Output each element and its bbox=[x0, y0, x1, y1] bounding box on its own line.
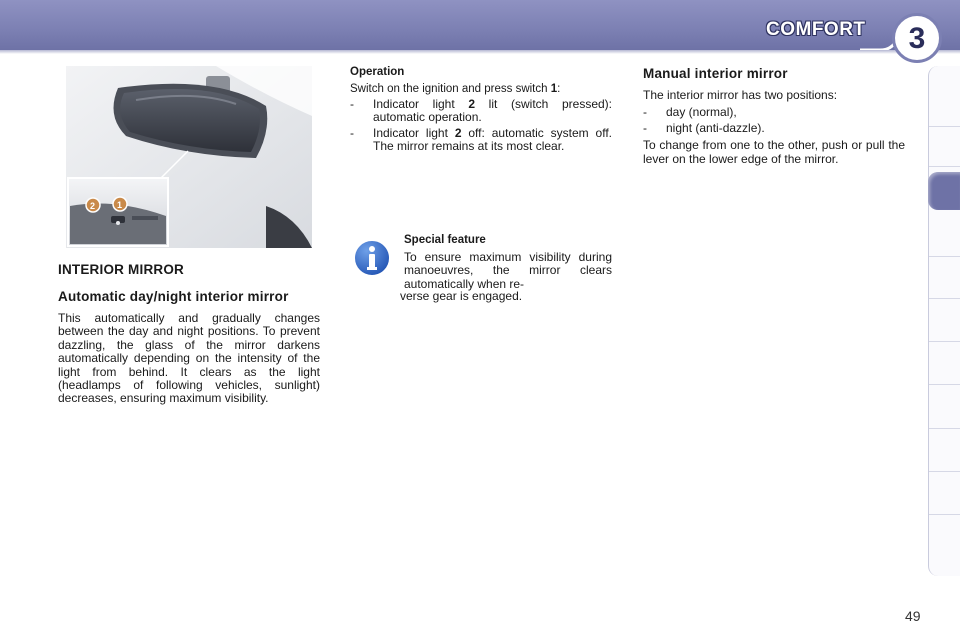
special-feature-text bbox=[404, 234, 612, 291]
page-number: 49 bbox=[905, 608, 921, 624]
rear-view-mirror-illustration bbox=[66, 66, 312, 248]
list-item bbox=[350, 127, 612, 154]
operation-heading: Operation bbox=[350, 66, 405, 78]
chapter-badge bbox=[892, 13, 942, 63]
list-item-text: off: automatic system off. The mirror remains at its most clear. bbox=[373, 125, 612, 154]
list-item-text: day (normal), bbox=[666, 105, 737, 120]
list-item bbox=[350, 98, 612, 125]
operation-section bbox=[350, 66, 612, 156]
list-dash: - bbox=[643, 105, 647, 120]
special-feature-box bbox=[352, 234, 614, 324]
list-item-text: Indicator light bbox=[373, 97, 469, 111]
chapter-tab-strip bbox=[928, 66, 960, 576]
list-dash: - bbox=[643, 120, 647, 135]
special-feature-body: To ensure maximum visibility during manoeuvres, the mirror clears automatically when re- bbox=[404, 250, 612, 291]
tab-divider bbox=[929, 256, 960, 257]
chapter-tab-active[interactable] bbox=[928, 172, 960, 210]
tab-divider bbox=[929, 298, 960, 299]
manual-mirror-section bbox=[643, 66, 905, 166]
tab-divider bbox=[929, 471, 960, 472]
header-shadow bbox=[0, 50, 960, 54]
list-item-text: night (anti-dazzle). bbox=[666, 120, 765, 135]
manual-mirror-heading: Manual interior mirror bbox=[643, 66, 788, 81]
list-dash: - bbox=[350, 97, 354, 111]
callout-1: 1 bbox=[117, 200, 123, 210]
tab-divider bbox=[929, 166, 960, 167]
list-item-text: lit (switch pressed): automatic operation. bbox=[373, 97, 612, 125]
manual-mirror-intro: The interior mirror has two positions: bbox=[643, 88, 838, 102]
section-title: COMFORT bbox=[766, 19, 866, 40]
automatic-mirror-heading: Automatic day/night interior mirror bbox=[58, 289, 289, 304]
tab-divider bbox=[929, 384, 960, 385]
list-item bbox=[643, 122, 905, 135]
list-item bbox=[643, 106, 905, 119]
list-dash: - bbox=[350, 125, 354, 140]
operation-intro bbox=[350, 82, 612, 96]
special-feature-body-end: verse gear is engaged. bbox=[400, 289, 523, 303]
left-column bbox=[58, 262, 320, 406]
indicator-number: 2 bbox=[454, 125, 462, 140]
page-title: INTERIOR MIRROR bbox=[58, 262, 184, 277]
tab-divider bbox=[929, 514, 960, 515]
callout-2: 2 bbox=[90, 201, 96, 211]
manual-mirror-body: To change from one to the other, push or pull the lever on the lower edge of the mirror. bbox=[643, 138, 905, 166]
info-icon bbox=[352, 238, 392, 278]
mirror-svg bbox=[66, 66, 312, 248]
chapter-number: 3 bbox=[908, 22, 926, 55]
tab-divider bbox=[929, 126, 960, 127]
operation-intro-colon: : bbox=[557, 83, 561, 95]
operation-intro-text: Switch on the ignition and press switch bbox=[350, 83, 551, 95]
switch-number: 1 bbox=[550, 83, 558, 95]
tab-divider bbox=[929, 428, 960, 429]
automatic-mirror-description: This automatically and gradually changes between the day and night positions. To prevent dazzling, the glass of the mirror darkens automatically depending on the intensity of the light from behind. It clears as the light (headlamps of following vehicles, sunlight) decreases, ensuring maximum visibility. bbox=[58, 311, 320, 406]
special-feature-title: Special feature bbox=[404, 234, 486, 246]
indicator-number: 2 bbox=[468, 97, 476, 111]
list-item-text: Indicator light bbox=[373, 125, 455, 140]
tab-divider bbox=[929, 341, 960, 342]
